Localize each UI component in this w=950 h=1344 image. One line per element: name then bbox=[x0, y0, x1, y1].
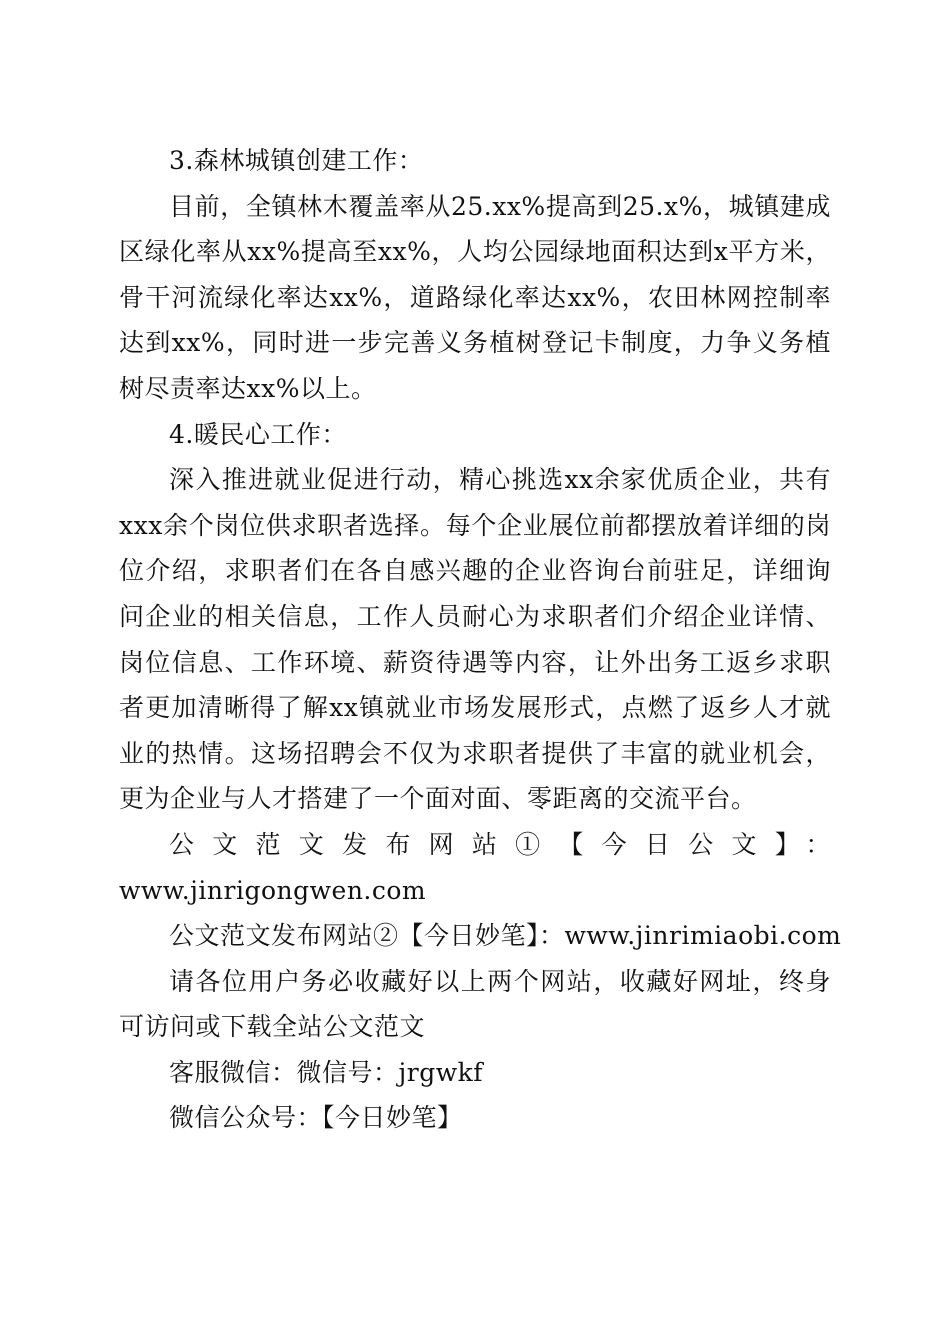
footer-service-wechat: 客服微信：微信号：jrgwkf bbox=[169, 1057, 484, 1087]
paragraph-warm-heart: 深入推进就业促进行动，精心挑选xx余家优质企业，共有xxx余个岗位供求职者选择。每个企业展位前都摆放着详细的岗位介绍，求职者们在各自感兴趣的企业咨询台前驻足，详细询问企业的相关信息，工作人员耐心为求职者们介绍企业详情、岗位信息、工作环境、薪资待遇等内容，让外出务工返乡求职者更加清晰得了解xx镇就业市场发展形式，点燃了返乡人才就业的热情。这场招聘会不仅为求职者提供了丰富的就业机会，更为企业与人才搭建了一个面对面、零距离的交流平台。 bbox=[119, 465, 831, 814]
footer-site1-url: www.jinrigongwen.com bbox=[119, 875, 427, 905]
footer-notice: 请各位用户务必收藏好以上两个网站，收藏好网址，终身可访问或下载全站公文范文 bbox=[119, 966, 831, 1042]
paragraph-forest-town: 目前，全镇林木覆盖率从25.xx%提高到25.x%，城镇建成区绿化率从xx%提高至xx%，人均公园绿地面积达到x平方米，骨干河流绿化率达xx%，道路绿化率达xx%，农田林网控制率达到xx%，同时进一步完善义务植树登记卡制度，力争义务植树尽责率达xx%以上。 bbox=[119, 191, 831, 403]
footer-site2: 公文范文发布网站②【今日妙笔】：www.jinrimiaobi.com bbox=[169, 921, 842, 951]
section-heading-warm-heart: 4.暖民心工作： bbox=[169, 419, 347, 449]
footer-official-account: 微信公众号：【今日妙笔】 bbox=[169, 1103, 463, 1133]
document-page bbox=[119, 138, 842, 1141]
footer-site1-label: 公文范文发布网站①【今日公文】： bbox=[169, 829, 831, 859]
section-heading-forest-town: 3.森林城镇创建工作： bbox=[169, 146, 424, 175]
